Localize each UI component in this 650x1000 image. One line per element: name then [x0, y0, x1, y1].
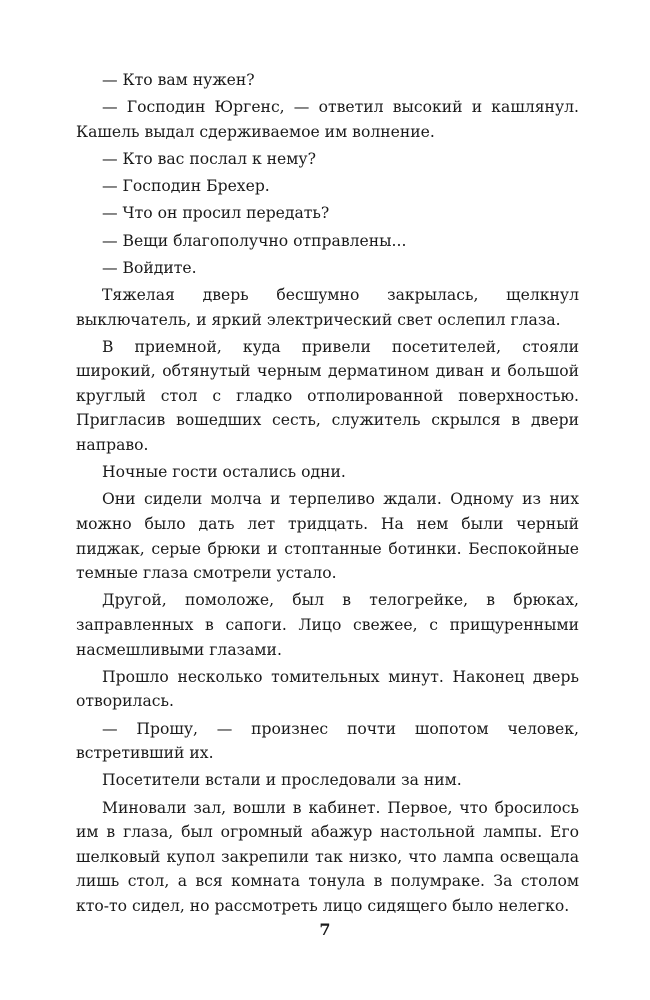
- paragraph: — Господин Юргенс, — ответил высокий и кашлянул. Кашель выдал сдерживаемое им волнение.: [76, 98, 579, 141]
- page-body: [76, 68, 579, 919]
- paragraph: — Войдите.: [102, 258, 197, 277]
- paragraph: — Вещи благополучно отправлены...: [102, 231, 407, 250]
- paragraph: Посетители встали и проследовали за ним.: [102, 771, 462, 790]
- paragraph: Другой, помоложе, был в телогрейке, в брюках, заправленных в сапоги. Лицо свежее, с прищуренными насмешливыми глазами.: [76, 591, 579, 659]
- paragraph: Миновали зал, вошли в кабинет. Первое, что бросилось им в глаза, был огромный абажур настольной лампы. Его шелковый купол закрепили так низко, что лампа освещала лишь стол, а вся комната тонула в полумраке. За столом кто-то сидел, но рассмотреть лицо сидящего было нелегко.: [76, 798, 579, 915]
- paragraph: Тяжелая дверь бесшумно закрылась, щелкнул выключатель, и яркий электрический свет ослепил глаза.: [76, 285, 579, 329]
- paragraph: Прошло несколько томительных минут. Наконец дверь отворилась.: [76, 667, 579, 711]
- paragraph: — Прошу, — произнес почти шопотом человек, встретивший их.: [76, 719, 579, 763]
- paragraph: — Кто вас послал к нему?: [102, 149, 316, 168]
- paragraph: — Господин Брехер.: [102, 177, 270, 196]
- paragraph: В приемной, куда привели посетителей, стояли широкий, обтянутый черным дерматином диван и большой круглый стол с гладко отполированной поверхностью. Пригласив вошедших сесть, служитель скрылся в двери направо.: [76, 337, 579, 455]
- paragraph: Они сидели молча и терпеливо ждали. Одному из них можно было дать лет тридцать. На нем были черный пиджак, серые брюки и стоптанные ботинки. Беспокойные темные глаза смотрели устало.: [76, 490, 579, 583]
- paragraph: — Что он просил передать?: [102, 204, 330, 223]
- paragraph: — Кто вам нужен?: [102, 71, 255, 89]
- paragraph: Ночные гости остались одни.: [102, 463, 346, 482]
- page-number: 7: [319, 920, 331, 939]
